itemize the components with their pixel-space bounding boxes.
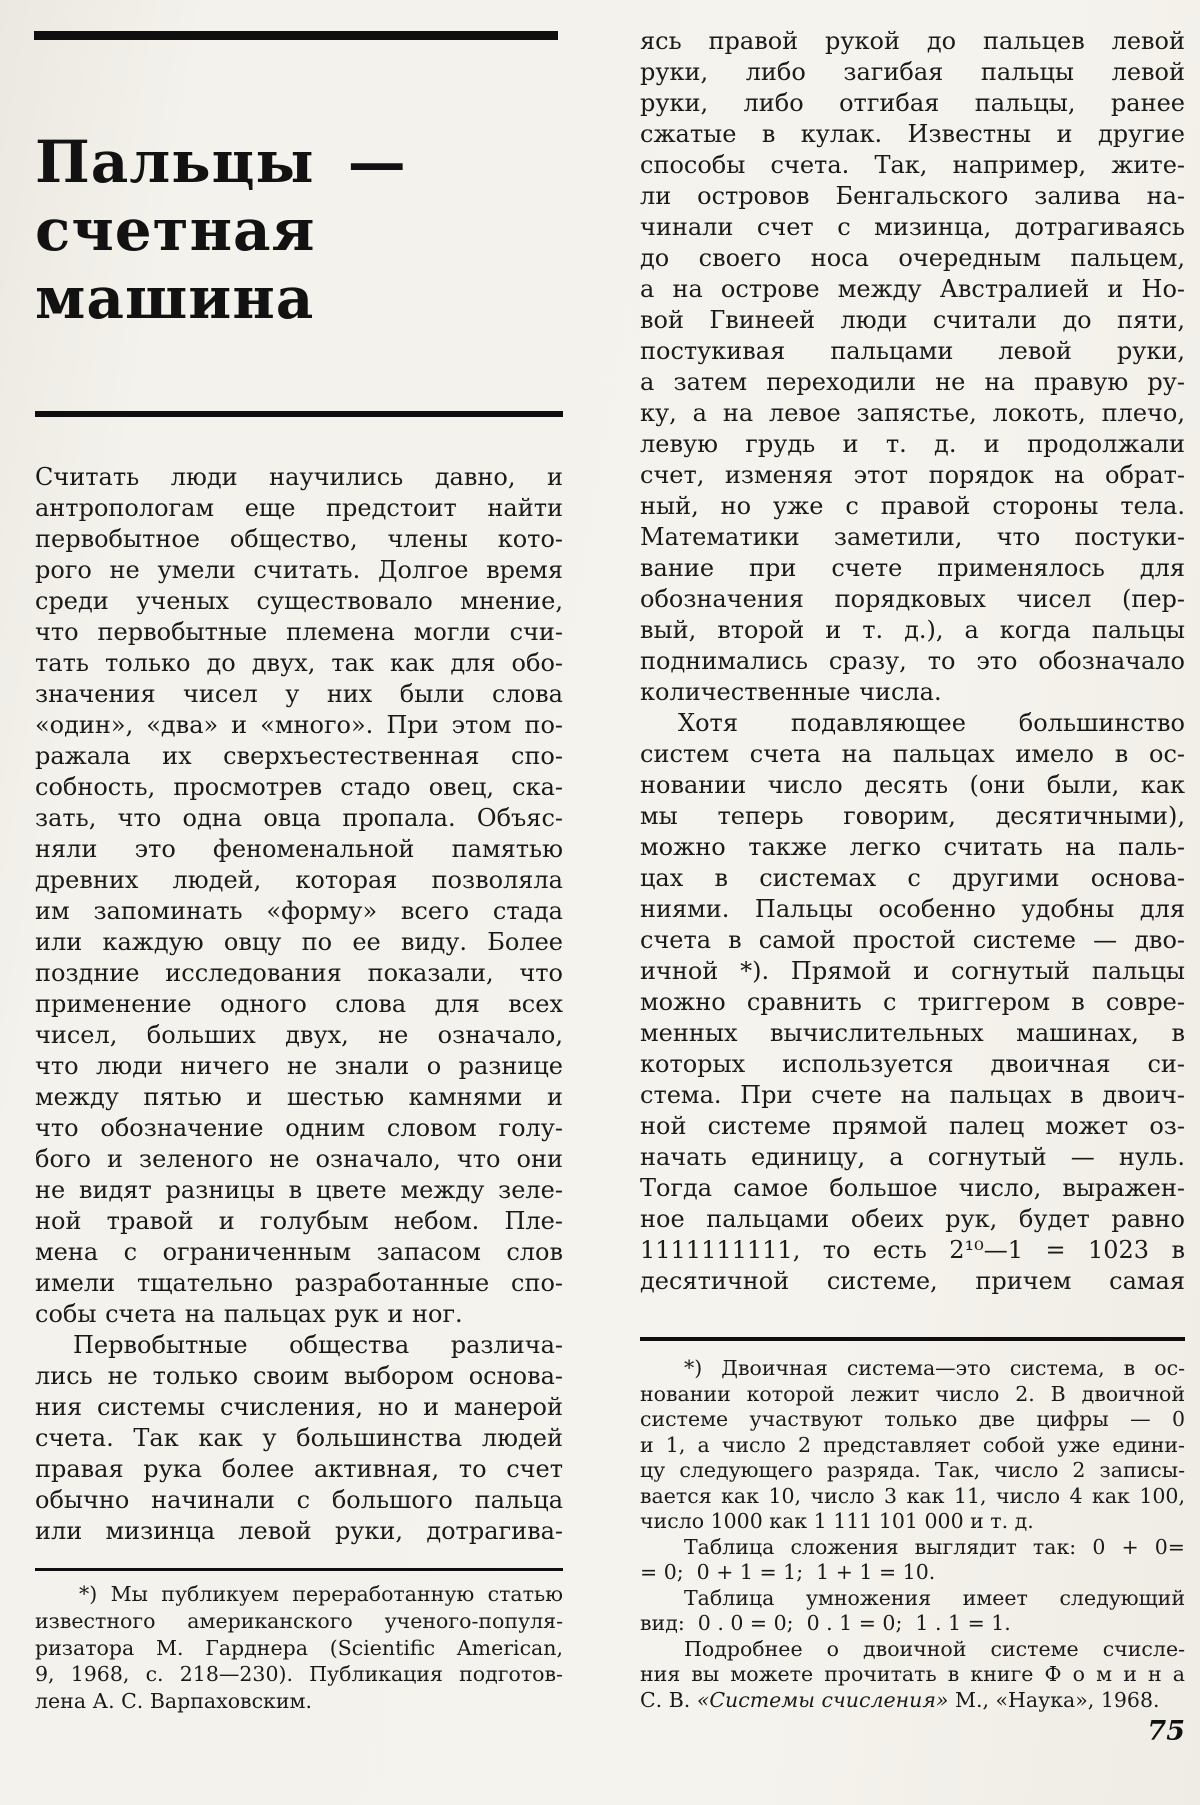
text-line: вается как 10, число 3 как 11, число 4 как 100, [640, 1483, 1185, 1508]
text-line: постукивая пальцами левой руки, [640, 337, 1185, 365]
article-title-line1: Пальцы — [35, 128, 407, 196]
text-line: можно также легко считать на паль- [640, 833, 1185, 861]
text-line: ное пальцами обеих рук, будет равно [640, 1205, 1185, 1233]
text-line: применение одного слова для всех [35, 990, 563, 1018]
text-line: собы счета на пальцах рук и ног. [35, 1300, 463, 1328]
text-line: лена А. С. Варпаховским. [35, 1689, 312, 1714]
text-line: тать только до двух, так как для обо- [35, 649, 563, 677]
text-line: счета. Так как у большинства людей [35, 1424, 563, 1452]
text-line: обозначения порядковых чисел (пер- [640, 585, 1185, 613]
text-line: не видят разницы в цвете между зеле- [35, 1176, 563, 1204]
text-line: ку, а на левое запястье, локоть, плечо, [640, 399, 1185, 427]
text-line: менных вычислительных машинах, в [640, 1019, 1185, 1047]
text-line: ния системы счисления, но и манерой [35, 1393, 563, 1421]
page-number: 75 [1147, 1716, 1185, 1747]
left-footnote-rule [35, 1568, 563, 1571]
text-line: счет, изменяя этот порядок на обрат- [640, 461, 1185, 489]
text-line: поднимались сразу, то это обозначало [640, 647, 1185, 675]
text-line: Таблица сложения выглядит так: 0 + 0= [684, 1534, 1185, 1559]
text-line: имели тщательно разработанные спо- [35, 1269, 563, 1297]
text-line: стема. При счете на пальцах в двоич- [640, 1081, 1185, 1109]
right-footnote-rule [640, 1337, 1185, 1341]
text-line: способы счета. Так, например, жите- [640, 151, 1185, 179]
text-segment: М., «Наука», 1968. [948, 1687, 1160, 1712]
text-line: бого и зеленого не означало, что они [35, 1145, 563, 1173]
text-line: няли это феноменальной памятью [35, 835, 563, 863]
text-line: начать единицу, а согнутый — нуль. [640, 1143, 1185, 1171]
text-line: которых используется двоичная си- [640, 1050, 1185, 1078]
text-line: количественные числа. [640, 678, 942, 706]
left-column-body [35, 462, 563, 1547]
text-line: сжатые в кулак. Известны и другие [640, 120, 1185, 148]
title-underline-rule [35, 411, 563, 417]
text-line: счета в самой простой системе — дво- [640, 926, 1185, 954]
article-title-line2: счетная машина [35, 196, 316, 332]
text-line: древних людей, которая позволяла [35, 866, 563, 894]
text-line: новании число десять (они были, как [640, 771, 1185, 799]
text-line: ния вы можете прочитать в книге Ф о м и н а [640, 1662, 1185, 1686]
text-line: лись не только своим выбором основа- [35, 1362, 563, 1390]
text-line: ной травой и голубым небом. Пле- [35, 1207, 563, 1235]
text-line: чисел, больших двух, не означало, [35, 1021, 563, 1049]
text-line: им запоминать «форму» всего стада [35, 897, 563, 925]
text-line: ли островов Бенгальского залива на- [640, 182, 1185, 210]
text-line: Хотя подавляющее большинство [678, 709, 1185, 737]
article-title [35, 128, 575, 332]
text-line: систем счета на пальцах имело в ос- [640, 740, 1185, 768]
text-line: Первобытные общества различа- [73, 1331, 563, 1359]
text-line: Математики заметили, что постуки- [640, 523, 1185, 551]
text-line: «один», «два» и «много». При этом по- [35, 711, 563, 739]
text-line: обычно начинали с большого пальца [35, 1486, 563, 1514]
book-title-italic: «Системы счисления» [696, 1687, 949, 1712]
text-line: что обозначение одним словом голу- [35, 1114, 563, 1142]
text-line: Считать люди научились давно, и [35, 463, 563, 491]
left-footnote [35, 1581, 563, 1715]
text-line: руки, либо отгибая пальцы, ранее [640, 89, 1185, 117]
text-line: или мизинца левой руки, дотрагива- [35, 1517, 563, 1545]
text-line: мена с ограниченным запасом слов [35, 1238, 563, 1266]
text-line: что люди ничего не знали о разнице [35, 1052, 563, 1080]
text-line: ной системе прямой палец может оз- [640, 1112, 1185, 1140]
text-line: ражала их сверхъестественная спо- [35, 742, 563, 770]
text-line: Подробнее о двоичной системе счисле- [684, 1636, 1185, 1661]
text-line: *) Мы публикуем переработанную статью [79, 1582, 563, 1606]
text-line: известного американского ученого-популя- [35, 1608, 563, 1633]
text-line: 1111111111, то есть 2¹⁰—1 = 1023 в [640, 1236, 1185, 1264]
text-line: ный, но уже с правой стороны тела. [640, 492, 1185, 520]
text-line: цах в системах с другими основа- [640, 864, 1185, 892]
text-line: среди ученых существовало мнение, [35, 587, 563, 615]
text-line: ризатора М. Гарднера (Scientific American, [35, 1635, 563, 1660]
text-line: системе участвуют только две цифры — 0 [640, 1407, 1185, 1431]
text-line: левую грудь и т. д. и продолжали [640, 430, 1185, 458]
text-line: вид: 0 . 0 = 0; 0 . 1 = 0; 1 . 1 = 1. [640, 1611, 1011, 1635]
text-line [640, 1688, 1185, 1714]
text-line: Таблица умножения имеет следующий [684, 1585, 1185, 1610]
right-column-body [640, 26, 1185, 1297]
text-line: правая рука более активная, то счет [35, 1455, 563, 1483]
text-line: вый, второй и т. д.), а когда пальцы [640, 616, 1185, 644]
text-line: антропологам еще предстоит найти [35, 494, 563, 522]
text-line: число 1000 как 1 111 101 000 и т. д. [640, 1509, 1034, 1533]
text-line: можно сравнить с триггером в совре- [640, 988, 1185, 1016]
text-line: вание при счете применялось для [640, 554, 1185, 582]
text-line: и 1, а число 2 представляет собой уже едини- [640, 1432, 1185, 1457]
text-line: зать, что одна овца пропала. Объяс- [35, 804, 563, 832]
text-line: рого не умели считать. Долгое время [35, 556, 563, 584]
text-line: первобытное общество, члены кото- [35, 525, 563, 553]
text-line: что первобытные племена могли счи- [35, 618, 563, 646]
text-line: новании которой лежит число 2. В двоичной [640, 1381, 1185, 1406]
text-line: = 0; 0 + 1 = 1; 1 + 1 = 10. [640, 1560, 936, 1584]
section-top-rule [34, 31, 558, 40]
text-line: Тогда самое большое число, выражен- [640, 1174, 1185, 1202]
text-line: ясь правой рукой до пальцев левой [640, 27, 1185, 55]
text-line: ичной *). Прямой и согнутый пальцы [640, 957, 1185, 985]
text-segment: С. В. [640, 1687, 697, 1712]
text-line: *) Двоичная система—это система, в ос- [684, 1356, 1185, 1380]
text-line: а затем переходили не на правую ру- [640, 368, 1185, 396]
text-line: собность, просмотрев стадо овец, ска- [35, 773, 563, 801]
text-line: мы теперь говорим, десятичными), [640, 802, 1185, 830]
text-line: или каждую овцу по ее виду. Более [35, 928, 563, 956]
text-line: а на острове между Австралией и Но- [640, 275, 1185, 303]
text-line: значения чисел у них были слова [35, 680, 563, 708]
text-line: ниями. Пальцы особенно удобны для [640, 895, 1185, 923]
text-line: цу следующего разряда. Так, число 2 записы- [640, 1458, 1185, 1482]
text-line: между пятью и шестью камнями и [35, 1083, 563, 1111]
text-line: до своего носа очередным пальцем, [640, 244, 1185, 272]
text-line: поздние исследования показали, что [35, 959, 563, 987]
text-line: 9, 1968, с. 218—230). Публикация подготов- [35, 1662, 563, 1687]
right-footnote [640, 1356, 1185, 1713]
text-line: вой Гвинеей люди считали до пяти, [640, 306, 1185, 334]
text-line: чинали счет с мизинца, дотрагиваясь [640, 213, 1185, 241]
text-line: десятичной системе, причем самая [640, 1267, 1185, 1295]
text-line: руки, либо загибая пальцы левой [640, 58, 1185, 86]
